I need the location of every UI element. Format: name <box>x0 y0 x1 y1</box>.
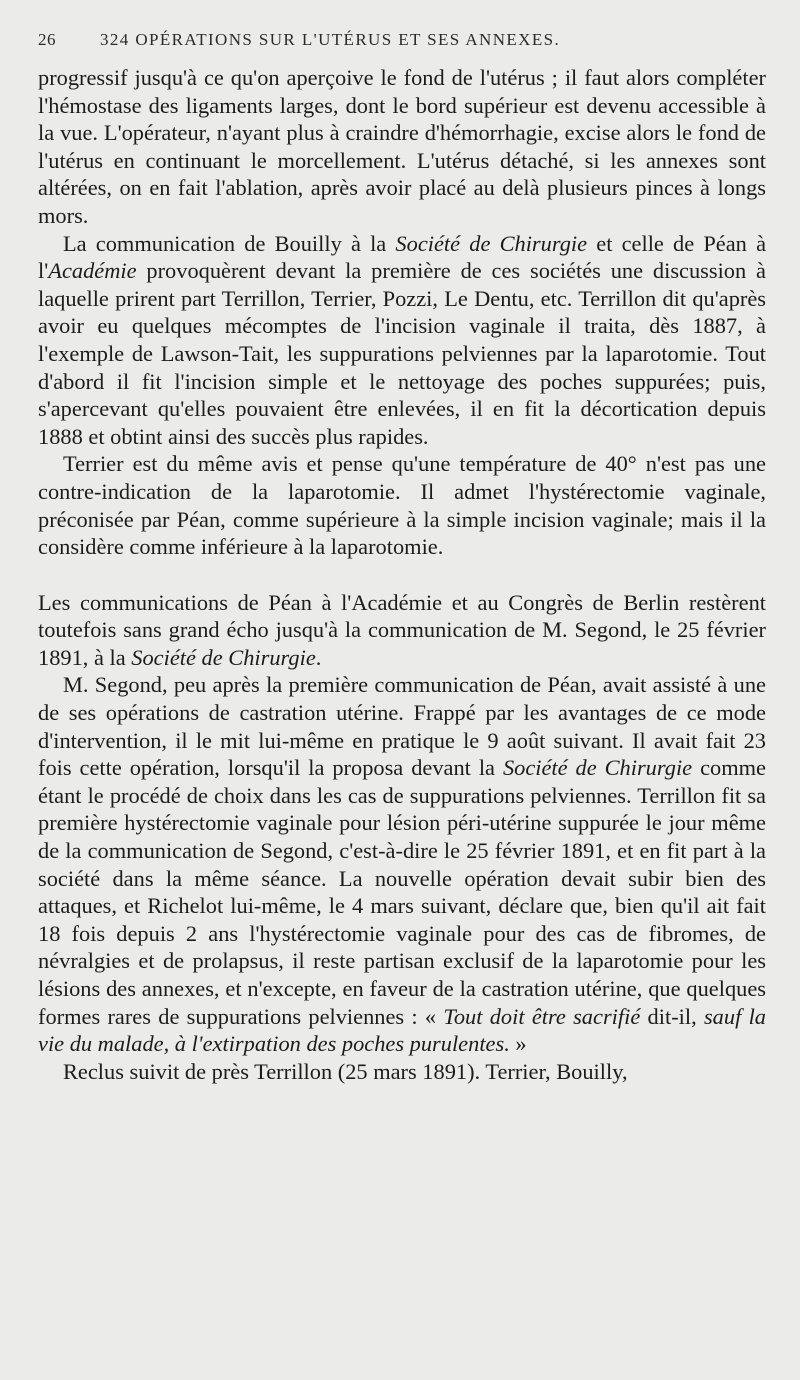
text-segment: La communication de Bouilly à la <box>63 230 396 256</box>
text-segment: Terrier est du même avis et pense qu'une température de 40° n'est pas une contre-indication de la laparotomie. Il admet l'hystérectomie vaginale, préconisée par Péan, comme supérieure à la simple incision vaginale; mais il la considère comme inférieure à la laparotomie. <box>38 451 766 560</box>
text-segment: » <box>509 1031 527 1057</box>
text-segment: provoquèrent devant la première de ces sociétés une discussion à laquelle prirent part Terrillon, Terrier, Pozzi, Le Dentu, etc. Terrillon dit qu'après avoir eu quelques mécomptes de l'incision vaginale il traita, dès 1887, à l'exemple de Lawson-Tait, les suppurations pelviennes par la laparotomie. Tout d'abord il fit l'incision simple et le nettoyage des poches suppurées; puis, s'apercevant qu'elles pouvaient être enlevées, il en fit la décortication depuis 1888 et obtint ainsi des succès plus rapides. <box>38 258 766 449</box>
running-title: 324 OPÉRATIONS SUR L'UTÉRUS ET SES ANNEXES. <box>100 30 561 49</box>
text-segment: comme étant le procédé de choix dans les cas de suppurations pelviennes. Terrillon fit sa première hystérectomie vaginale pour lésion péri-utérine suppurée le jour même de la communication de Segond, c'est-à-dire le 25 février 1891, et en fit part à la société dans la même séance. La nouvelle opération devait subir bien des attaques, et Richelot lui-même, le 4 mars suivant, déclare que, bien qu'il ait fait 18 fois depuis 2 ans l'hystérectomie vaginale pour des cas de fibromes, de névralgies et de prolapsus, il reste partisan exclusif de la laparotomie pour les lésions des annexes, et n'excepte, en faveur de la castration utérine, que quelques formes rares de suppurations pelviennes : « <box>38 755 766 1029</box>
text-segment: Les communications de Péan à l'Académie et au Congrès de Berlin restèrent toutefois sans grand écho jusqu'à la communication de M. Segond, le 25 février 1891, à la <box>38 589 766 670</box>
text-segment: . <box>315 644 322 670</box>
italic-text: Société de Chirurgie <box>395 230 588 256</box>
paragraph <box>38 64 766 230</box>
page-number: 26 <box>38 30 56 49</box>
paragraph <box>38 671 766 1057</box>
italic-text: Académie <box>48 258 137 284</box>
italic-text: Société de Chirurgie <box>502 755 693 781</box>
body-text <box>38 64 766 1085</box>
paragraph <box>38 1058 766 1086</box>
paragraph <box>38 450 766 560</box>
paragraph <box>38 230 766 451</box>
text-segment: dit-il, <box>640 1003 704 1029</box>
text-segment: progressif jusqu'à ce qu'on aperçoive le fond de l'utérus ; il faut alors compléter l'hémostase des ligaments larges, dont le bord supérieur est devenu accessible à la vue. L'opérateur, n'ayant plus à craindre d'hémorrhagie, excise alors le fond de l'utérus en continuant le morcellement. L'utérus détaché, si les annexes sont altérées, on en fait l'ablation, après avoir placé au delà plusieurs pinces à longs mors. <box>38 65 766 228</box>
text-segment: M. Segond, peu après la première communication de Péan, avait assisté à une de ses opérations de castration utérine. Frappé par les avantages de ce mode d'intervention, il le mit lui-même en pratique le 9 août suivant. Il avait fait 23 fois cette opération, lorsqu'il la proposa devant la <box>38 672 766 781</box>
italic-text: Tout doit être sacrifié <box>443 1003 641 1029</box>
italic-text: sauf la vie du malade, à l'extirpation des poches purulentes. <box>38 1003 766 1057</box>
running-head <box>38 30 766 64</box>
paragraph <box>38 589 766 672</box>
text-segment: Reclus suivit de près Terrillon (25 mars 1891). Terrier, Bouilly, <box>63 1058 628 1084</box>
italic-text: Société de Chirurgie <box>131 644 316 670</box>
text-segment: et celle de Péan à l' <box>38 230 767 284</box>
